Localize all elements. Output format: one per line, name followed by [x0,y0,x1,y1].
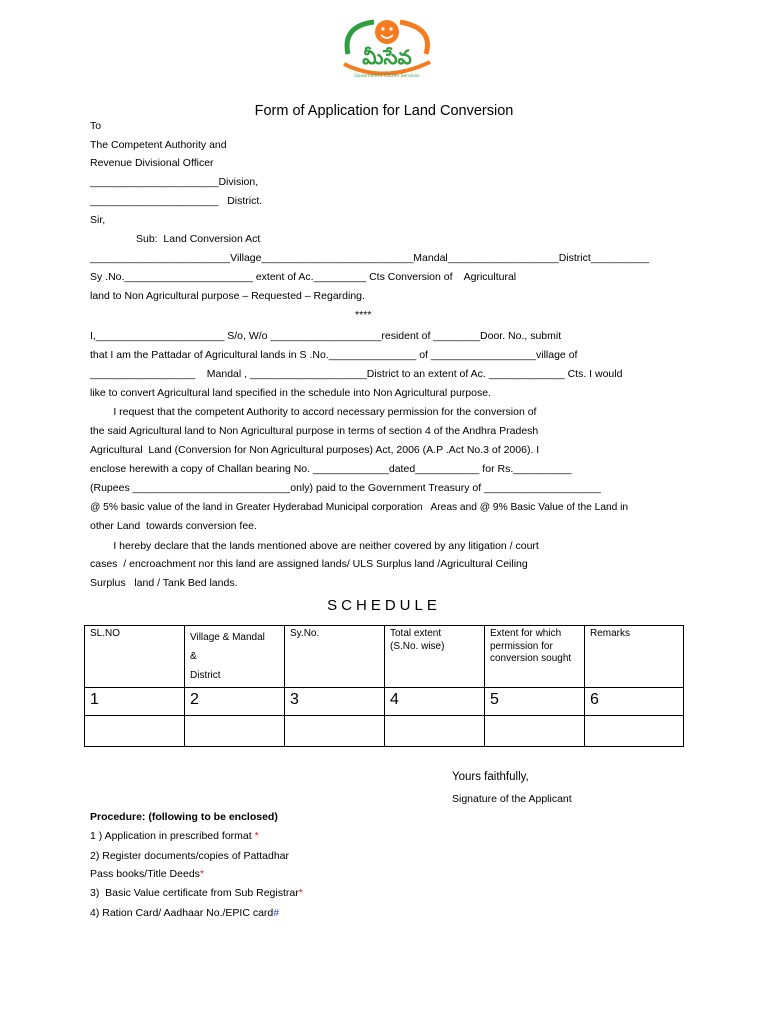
body-line: the said Agricultural land to Non Agricultural purpose in terms of section 4 of the Andhra Pradesh [90,425,539,437]
empty-cell[interactable] [285,716,385,747]
procedure-item: 2) Register documents/copies of Pattadhar [90,850,290,862]
body-line: Surplus land / Tank Bed lands. [90,577,238,589]
page-title: Form of Application for Land Conversion [254,103,514,119]
number-cell: 2 [185,688,285,716]
closing-yours: Yours faithfully, [452,771,529,783]
body-line: that I am the Pattadar of Agricultural lands in S .No._______________ of __________________village of [90,349,578,361]
hash-mark: # [273,907,280,919]
header-cell: Remarks [585,626,684,688]
empty-cell[interactable] [385,716,485,747]
separator-stars: **** [355,309,372,321]
number-cell: 1 [85,688,185,716]
header-cell: Total extent (S.No. wise) [385,626,485,688]
empty-cell[interactable] [85,716,185,747]
procedure-item: 3) Basic Value certificate from Sub Registrar* [90,887,303,899]
required-mark: * [298,887,303,899]
logo-text: మీసేవ [362,45,412,69]
procedure-heading: Procedure: (following to be enclosed) [90,811,278,823]
header-cell: Village & Mandal & District [185,626,285,688]
address-to: To [90,120,102,132]
signature-label: Signature of the Applicant [452,793,572,805]
table-header-row [85,626,684,688]
logo-tagline: Government Citizen Services [354,74,420,79]
body-line: @ 5% basic value of the land in Greater Hyderabad Municipal corporation Areas and @ 9% Basic Value of the Land in [90,502,629,513]
empty-cell[interactable] [185,716,285,747]
body-line: other Land towards conversion fee. [90,520,257,532]
subject-regarding-line: land to Non Agricultural purpose – Requested – Regarding. [90,290,365,302]
empty-cell[interactable] [485,716,585,747]
body-line: __________________ Mandal , ____________________District to an extent of Ac. _____________ Cts. I would [90,368,623,380]
body-line: Agricultural Land (Conversion for Non Agricultural purposes) Act, 2006 (A.P .Act No.3 of 2006). I [90,444,540,456]
table-row [85,716,684,747]
header-cell: SL.NO [85,626,185,688]
address-district: ______________________ District. [90,195,263,207]
procedure-item: 4) Ration Card/ Aadhaar No./EPIC card# [90,907,280,919]
address-division: ______________________Division, [90,176,259,188]
subject-village-line: ________________________Village__________________________Mandal___________________District__________ [90,252,650,264]
header-cell: Sy.No. [285,626,385,688]
body-line: I,______________________ S/o, W/o ___________________resident of ________Door. No., submit [90,330,562,342]
procedure-item: 1 ) Application in prescribed format * [90,830,259,842]
procedure-item: Pass books/Title Deeds* [90,868,205,880]
body-line: I hereby declare that the lands mentioned above are neither covered by any litigation / court [90,540,539,552]
number-cell: 4 [385,688,485,716]
body-line: enclose herewith a copy of Challan bearing No. _____________dated___________ for Rs.__________ [90,463,572,475]
logo-graphic [334,14,440,88]
body-line: I request that the competent Authority to accord necessary permission for the conversion of [90,406,537,418]
table-row [85,688,684,716]
body-line: (Rupees ___________________________only) paid to the Government Treasury of ____________________ [90,482,601,494]
body-line: cases / encroachment nor this land are assigned lands/ ULS Surplus land /Agricultural Ceiling [90,558,528,570]
schedule-title: SCHEDULE [327,597,441,614]
salutation: Sir, [90,214,106,226]
header-cell: Extent for which permission for conversion sought [485,626,585,688]
address-authority: The Competent Authority and [90,139,227,151]
address-officer: Revenue Divisional Officer [90,157,214,169]
empty-cell[interactable] [585,716,684,747]
number-cell: 5 [485,688,585,716]
schedule-table [84,625,684,747]
required-mark: * [254,830,259,842]
number-cell: 6 [585,688,684,716]
subject-line: Sub: Land Conversion Act [136,233,261,245]
subject-survey-line: Sy .No.______________________ extent of Ac._________ Cts Conversion of Agricultural [90,271,517,283]
number-cell: 3 [285,688,385,716]
required-mark: * [199,868,205,880]
body-line: like to convert Agricultural land specified in the schedule into Non Agricultural purpose. [90,387,491,399]
meeseva-logo [334,14,440,88]
